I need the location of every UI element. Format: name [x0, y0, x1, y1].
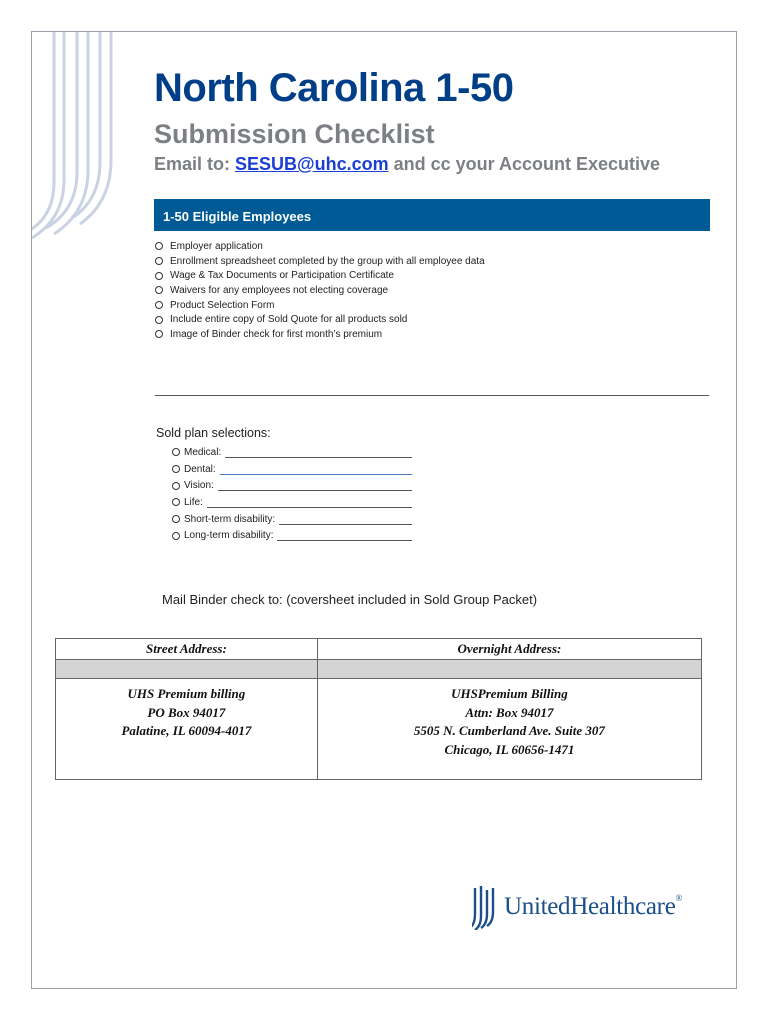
checklist-item[interactable]	[155, 254, 485, 269]
radio-circle-icon[interactable]	[155, 286, 163, 294]
mail-instruction: Mail Binder check to: (coversheet included in Sold Group Packet)	[162, 592, 538, 607]
plan-item-long-term-disability[interactable]	[172, 527, 412, 544]
plan-fill-line[interactable]	[218, 480, 412, 491]
email-instruction	[154, 154, 660, 175]
unitedhealthcare-logo	[472, 884, 682, 930]
spacer-cell	[56, 660, 318, 679]
uhc-swoosh-watermark-icon	[32, 32, 142, 242]
plan-item-life[interactable]	[172, 494, 412, 511]
radio-circle-icon[interactable]	[172, 532, 180, 540]
plan-item-medical[interactable]	[172, 444, 412, 461]
checklist-item[interactable]	[155, 268, 485, 283]
radio-circle-icon[interactable]	[172, 515, 180, 523]
address-line: UHS Premium billing	[127, 686, 246, 701]
page-subtitle: Submission Checklist	[154, 119, 435, 149]
radio-circle-icon[interactable]	[155, 330, 163, 338]
street-address-header: Street Address:	[56, 639, 318, 660]
checklist-item-label: Product Selection Form	[170, 299, 275, 311]
checklist-item[interactable]	[155, 298, 485, 313]
checklist-item[interactable]	[155, 312, 485, 327]
street-address-cell	[56, 679, 318, 780]
checklist-item-label: Image of Binder check for first month’s premium	[170, 328, 383, 340]
plan-fill-line[interactable]	[207, 497, 412, 508]
address-line: 5505 N. Cumberland Ave. Suite 307	[413, 723, 605, 739]
plan-item-vision[interactable]	[172, 477, 412, 494]
plan-label: Dental:	[184, 463, 216, 475]
plan-label: Long-term disability:	[184, 530, 274, 542]
checklist-item[interactable]	[155, 327, 485, 342]
plan-fill-line[interactable]	[277, 530, 412, 541]
radio-circle-icon[interactable]	[172, 448, 180, 456]
address-line: Chicago, IL 60656-1471	[444, 742, 575, 758]
sold-plans-title: Sold plan selections:	[156, 426, 271, 440]
logo-wordmark	[504, 893, 682, 921]
email-suffix: and cc your Account Executive	[388, 154, 661, 174]
checklist-item-label: Employer application	[170, 240, 263, 252]
radio-circle-icon[interactable]	[155, 257, 163, 265]
radio-circle-icon[interactable]	[172, 465, 180, 473]
plan-label: Vision:	[184, 480, 214, 492]
plan-label: Short-term disability:	[184, 513, 276, 525]
plan-label: Medical:	[184, 446, 222, 458]
section-banner: 1-50 Eligible Employees	[154, 199, 710, 231]
spacer-cell	[317, 660, 701, 679]
address-line: UHSPremium Billing	[451, 686, 568, 701]
radio-circle-icon[interactable]	[172, 498, 180, 506]
page-title: North Carolina 1-50	[154, 66, 514, 110]
uhc-logo-mark-icon	[472, 884, 498, 930]
horizontal-divider	[155, 395, 709, 396]
address-line: PO Box 94017	[147, 704, 226, 720]
email-link[interactable]: SESUB@uhc.com	[235, 154, 389, 174]
radio-circle-icon[interactable]	[155, 242, 163, 250]
address-line: Attn: Box 94017	[465, 704, 554, 720]
plan-item-short-term-disability[interactable]	[172, 511, 412, 528]
email-prefix: Email to:	[154, 154, 236, 174]
submission-checklist	[155, 239, 485, 342]
checklist-item[interactable]	[155, 283, 485, 298]
checklist-item-label: Include entire copy of Sold Quote for all products sold	[170, 314, 408, 326]
checklist-item[interactable]	[155, 239, 485, 254]
plan-label: Life:	[184, 496, 203, 508]
sold-plans-list	[172, 444, 412, 544]
address-table	[55, 638, 702, 780]
overnight-address-cell	[317, 679, 701, 780]
registered-mark: ®	[675, 893, 683, 903]
radio-circle-icon[interactable]	[155, 316, 163, 324]
overnight-address-header: Overnight Address:	[317, 639, 701, 660]
plan-fill-line[interactable]	[220, 464, 412, 475]
checklist-item-label: Enrollment spreadsheet completed by the group with all employee data	[170, 255, 485, 267]
checklist-item-label: Wage & Tax Documents or Participation Certificate	[170, 270, 394, 282]
address-line: Palatine, IL 60094-4017	[121, 723, 252, 739]
plan-item-dental[interactable]	[172, 461, 412, 478]
logo-text: UnitedHealthcare	[504, 893, 676, 920]
checklist-item-label: Waivers for any employees not electing coverage	[170, 284, 389, 296]
plan-fill-line[interactable]	[225, 447, 412, 458]
radio-circle-icon[interactable]	[172, 482, 180, 490]
radio-circle-icon[interactable]	[155, 272, 163, 280]
radio-circle-icon[interactable]	[155, 301, 163, 309]
plan-fill-line[interactable]	[279, 514, 412, 525]
